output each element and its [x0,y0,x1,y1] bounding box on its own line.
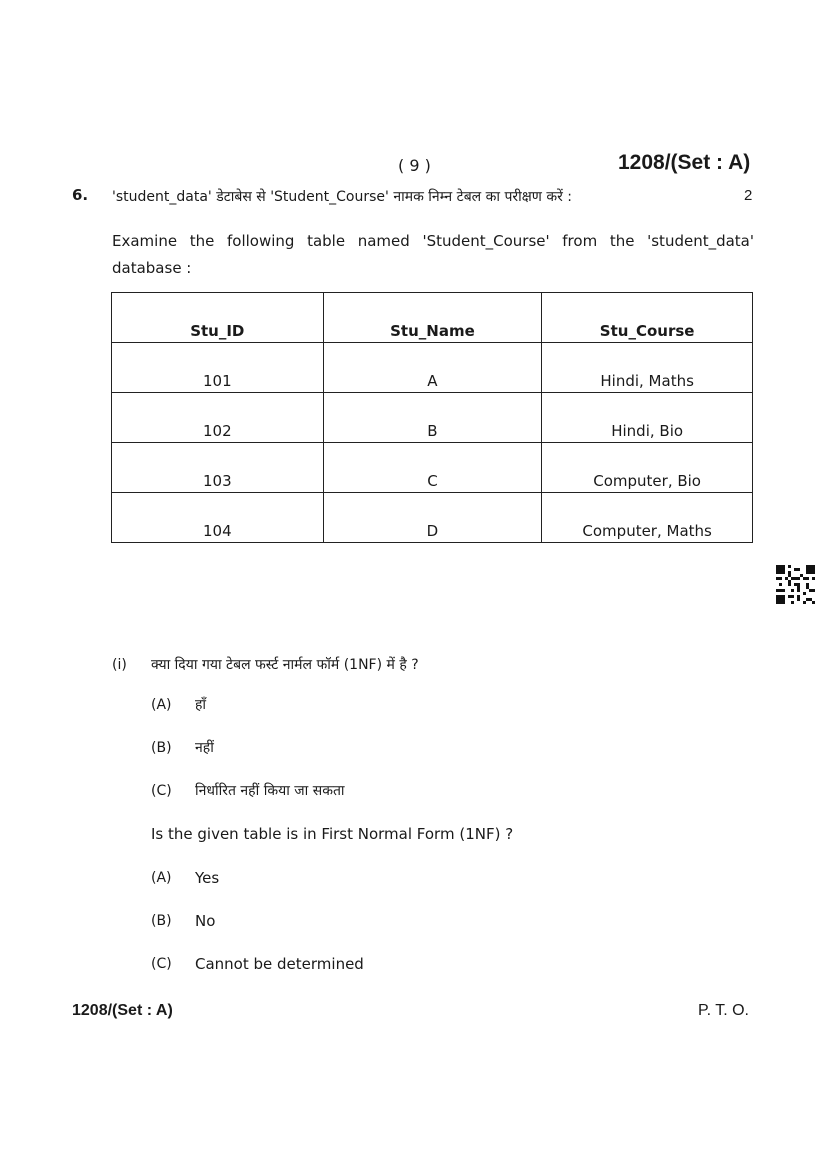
table-header-cell: Stu_Name [323,293,542,343]
option-letter: (A) [151,870,172,886]
table-cell: Hindi, Bio [542,393,753,443]
option-english-a: Yes [195,869,220,887]
table-cell: B [323,393,542,443]
table-cell: Computer, Maths [542,493,753,543]
sub-question-label: (i) [112,657,127,673]
option-hindi-c: निर्धारित नहीं किया जा सकता [195,783,345,799]
table-header-row [112,293,753,343]
question-text-hindi: 'student_data' डेटाबेस से 'Student_Course' नामक निम्न टेबल का परीक्षण करें : [112,189,573,205]
option-letter: (C) [151,783,172,799]
table-cell: 101 [112,343,324,393]
qr-code-icon [776,565,815,604]
table-row [112,443,753,493]
page-number: ( 9 ) [398,156,431,175]
table-cell: 103 [112,443,324,493]
table-cell: Hindi, Maths [542,343,753,393]
sub-question-text-hindi: क्या दिया गया टेबल फर्स्ट नार्मल फॉर्म (1NF) में है ? [151,657,419,673]
question-text-english: Examine the following table named 'Student_Course' from the 'student_data' database : [112,232,754,277]
table-cell: Computer, Bio [542,443,753,493]
option-letter: (C) [151,956,172,972]
option-hindi-a: हाँ [195,697,207,713]
option-hindi-b: नहीं [195,740,214,756]
option-english-b: No [195,912,216,930]
student-course-table [111,292,753,543]
option-letter: (A) [151,697,172,713]
pto-label: P. T. O. [698,1002,749,1019]
table-row [112,493,753,543]
question-number: 6. [72,186,89,204]
paper-code-footer: 1208/(Set : A) [72,1002,173,1019]
table-header-cell: Stu_ID [112,293,324,343]
question-marks: 2 [744,187,753,204]
table-cell: 104 [112,493,324,543]
table-cell: D [323,493,542,543]
table-cell: A [323,343,542,393]
table-row [112,393,753,443]
table-cell: 102 [112,393,324,443]
table-cell: C [323,443,542,493]
option-letter: (B) [151,913,172,929]
sub-question-text-english: Is the given table is in First Normal Form (1NF) ? [151,825,514,843]
paper-code-header: 1208/(Set : A) [618,151,751,174]
option-letter: (B) [151,740,172,756]
table-row [112,343,753,393]
option-english-c: Cannot be determined [195,955,364,973]
table-header-cell: Stu_Course [542,293,753,343]
